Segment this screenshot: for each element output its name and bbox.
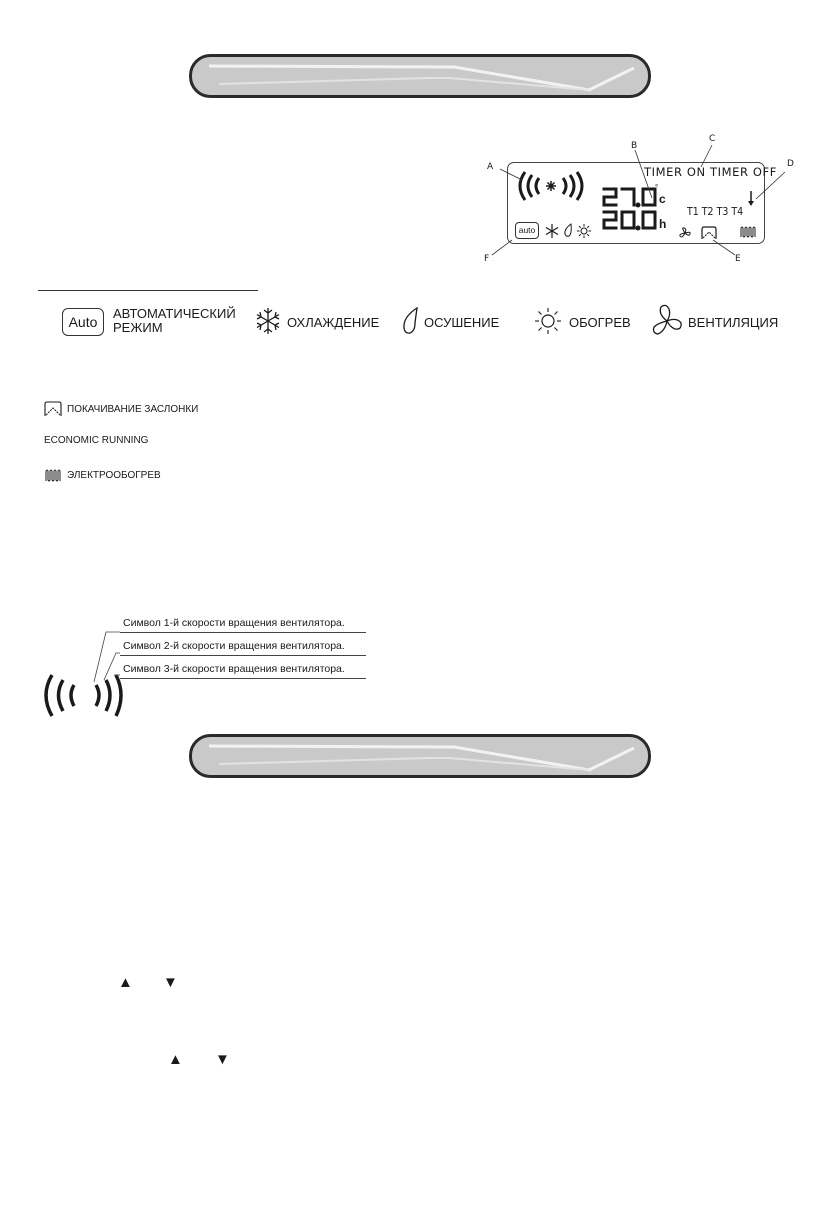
callout-a: A xyxy=(487,162,494,172)
fan-speed-1-line xyxy=(120,632,366,633)
slot-t3: T3 xyxy=(716,206,729,218)
callout-c: C xyxy=(709,134,716,144)
banner-shape-2 xyxy=(189,734,651,778)
auto-mode-icon: Auto xyxy=(62,308,104,336)
drop-icon xyxy=(401,307,419,335)
callout-f: F xyxy=(484,254,490,264)
fan-speed-arcs xyxy=(38,620,128,720)
unit-celsius: c xyxy=(659,192,666,206)
sun-icon xyxy=(534,307,562,335)
callout-b: B xyxy=(631,141,638,151)
electric-heater-icon xyxy=(45,469,63,482)
heat-mode-label: ОБОГРЕВ xyxy=(569,315,631,330)
auto-mode-line2: РЕЖИМ xyxy=(113,320,163,335)
callout-d: D xyxy=(787,159,794,169)
snowflake-icon xyxy=(254,307,282,335)
up-arrow-icon: ▲ xyxy=(118,974,133,991)
fan-speed-2-line xyxy=(120,655,366,656)
auto-mode-indicator: auto xyxy=(515,222,539,239)
fan-speed-3-line xyxy=(120,678,366,679)
fan-icon xyxy=(650,304,684,338)
slot-t1: T1 xyxy=(687,206,699,218)
swing-label: ПОКАЧИВАНИЕ ЗАСЛОНКИ xyxy=(67,404,199,415)
banner-shape xyxy=(189,54,651,98)
swing-louver-icon xyxy=(44,401,62,417)
auto-mode-line1: АВТОМАТИЧЕСКИЙ xyxy=(113,306,236,321)
timer-off-label: TIMER OFF xyxy=(709,165,777,179)
slot-t4: T4 xyxy=(731,206,744,218)
callout-e: E xyxy=(735,254,741,264)
auto-mode-label xyxy=(113,307,236,335)
unit-hours: h xyxy=(659,217,667,231)
timer-on-label: TIMER ON xyxy=(644,165,706,179)
section-divider xyxy=(38,290,258,291)
dry-mode-label: ОСУШЕНИЕ xyxy=(424,315,500,330)
cool-mode-label: ОХЛАЖДЕНИЕ xyxy=(287,315,380,330)
slot-t2: T2 xyxy=(701,206,714,218)
down-arrow-icon-1: ▼ xyxy=(163,974,178,991)
fan-mode-label: ВЕНТИЛЯЦИЯ xyxy=(688,315,779,330)
section-header-banner-bottom xyxy=(189,734,651,778)
fan-speed-2-label: Символ 2-й скорости вращения вентилятора. xyxy=(123,640,345,652)
degree-symbol: ° xyxy=(655,183,659,192)
down-arrow-icon-2: ▼ xyxy=(215,1051,230,1068)
fan-speed-1-label: Символ 1-й скорости вращения вентилятора. xyxy=(123,617,345,629)
fan-speed-3-label: Символ 3-й скорости вращения вентилятора. xyxy=(123,663,345,675)
economic-label: ECONOMIC RUNNING xyxy=(44,435,149,446)
heater-label: ЭЛЕКТРООБОГРЕВ xyxy=(67,470,161,481)
section-header-banner-top xyxy=(189,54,651,98)
up-arrow-icon-2: ▲ xyxy=(168,1051,183,1068)
callout-lines xyxy=(480,135,810,270)
